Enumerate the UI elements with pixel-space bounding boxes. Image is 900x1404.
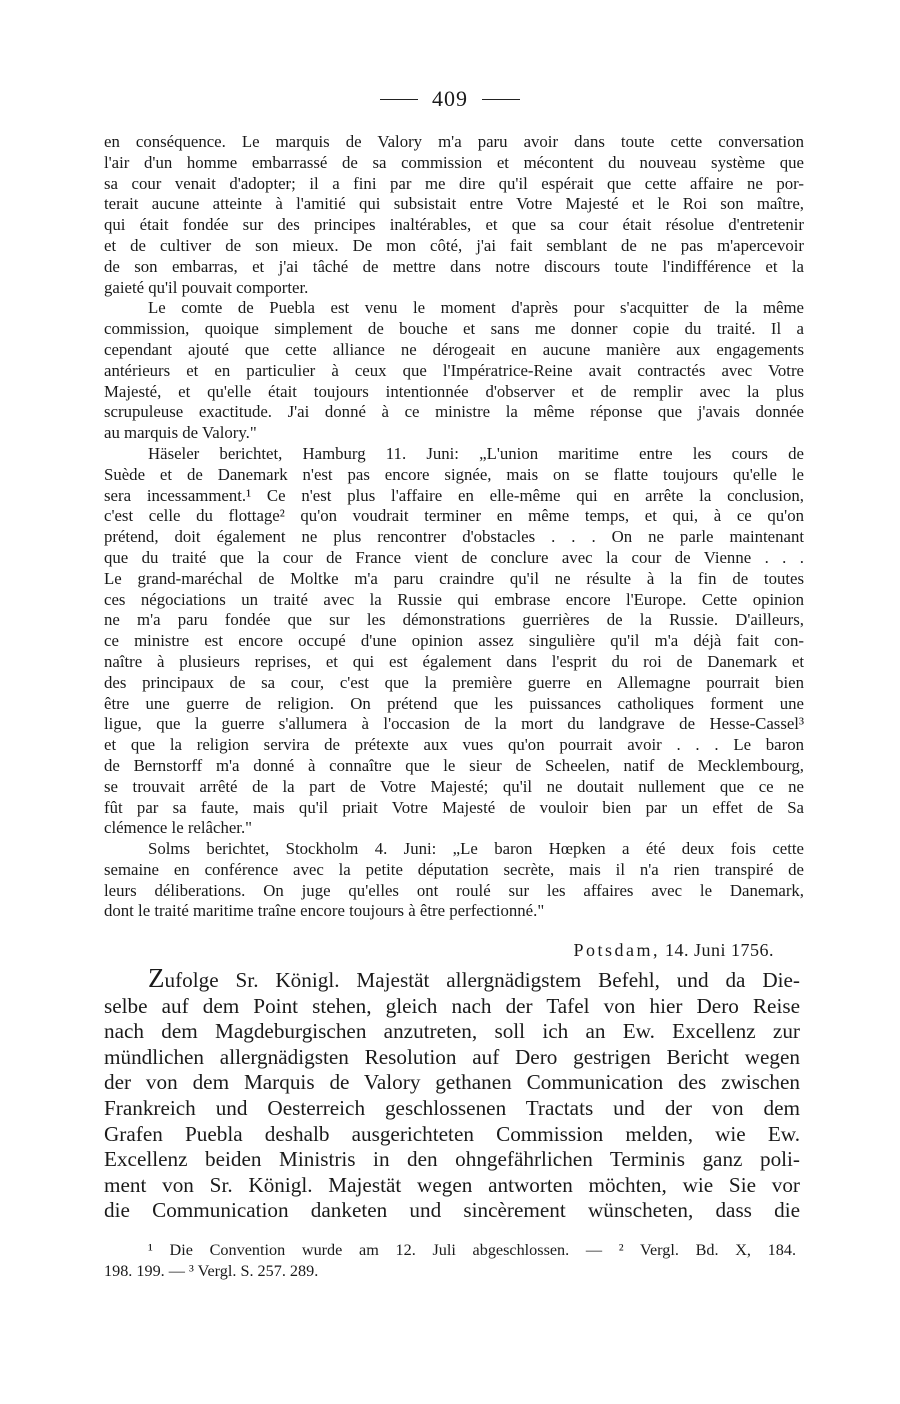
letter-line [104,963,800,994]
excerpt-line: Suède et de Danemark n'est pas encore signée, mais on se flatte toujours qu'elle le [104,464,804,484]
report-excerpts [104,132,804,922]
excerpt-line: c'est celle du flottage² qu'on voudrait terminer en même temps, et qui, à ce qu'on [104,506,804,526]
excerpt-line: prétend, doit également ne plus rencontrer d'obstacles . . . On ne parle maintenant [104,527,804,547]
excerpt-line: semaine en conférence avec la petite députation secrète, mais il n'a rien transpiré de [104,859,804,879]
page-header [0,86,900,112]
excerpt-line: Majesté, et qu'elle était toujours intentionnée d'observer et de remplir avec la plus [104,381,804,401]
excerpt-line: en conséquence. Le marquis de Valory m'a paru avoir dans toute cette conversation [104,132,804,151]
excerpt-line: de Bernstorff m'a donné à connaître que le sieur de Scheelen, natif de Mecklembourg, [104,755,804,775]
footnotes [104,1240,796,1282]
excerpt-line: au marquis de Valory." [104,423,257,443]
excerpt-line: gaieté qu'il pouvait comporter. [104,277,309,297]
letter-line: nach dem Magdeburgischen anzutreten, soll ich an Ew. Excellenz zur [104,1019,800,1044]
letter-first-line-text: ufolge Sr. Königl. Majestät allergnädigstem Befehl, und da Die- [164,968,800,992]
excerpt-line: leurs déliberations. On juge qu'elles ont roulé sur les affaires avec le Danemark, [104,880,804,900]
dateline-place: Potsdam, [573,940,660,960]
excerpt-line: cependant ajouté que cette alliance ne dérogeait en aucune manière aux engagements [104,339,804,359]
letter-line: Excellenz beiden Ministris in den ohngefährlichen Terminis ganz poli- [104,1147,800,1172]
letter-line: Grafen Puebla deshalb ausgerichteten Commission melden, wie Ew. [104,1121,800,1146]
footnote-line: 198. 199. — ³ Vergl. S. 257. 289. [104,1262,319,1280]
page-number: 409 [432,86,468,111]
letter-line: die Communication danketen und sincèrement wünscheten, dass die [104,1198,800,1223]
excerpt-line: terait aucune atteinte à l'amitié qui subsistait entre Votre Majesté et le Roi son maître, [104,194,804,214]
header-rule-right [482,99,520,100]
excerpt-line: antérieurs et en particulier à ceux que l'Impératrice-Reine avait contractés avec Votre [104,360,804,380]
header-rule-left [380,99,418,100]
footnote-line: ¹ Die Convention wurde am 12. Juli abgeschlossen. — ² Vergl. Bd. X, 184. [148,1241,796,1259]
letter-line: ment von Sr. Königl. Majestät wegen antworten möchten, wie Sie vor [104,1172,800,1197]
excerpt-line: être une guerre de religion. On prétend que les puissances catholiques forment une [104,693,804,713]
excerpt-line: commission, quoique simplement de bouche et sans me donner copie du traité. Il a [104,319,804,339]
letter-line: selbe auf dem Point stehen, gleich nach der Tafel von hier Dero Reise [104,993,800,1018]
excerpt-line: scrupuleuse exactitude. J'ai donné à ce ministre la même réponse que j'avais donnée [104,402,804,422]
excerpt-line: l'air d'un homme embarrassé de sa commission et mécontent du nouveau système que [104,152,804,172]
excerpt-line: ne m'a paru fondée que sur les démonstrations guerrières de la Russie. D'ailleurs, [104,610,804,630]
excerpt-line: se trouvait arrêté de la part de Votre Majesté; qu'il ne doutait nullement que ce ne [104,776,804,796]
excerpt-line: ligue, que la guerre s'allumera à l'occasion de la mort du landgrave de Hesse-Cassel³ [104,714,804,734]
letter-line: der von dem Marquis de Valory gethanen Communication des zwischen [104,1070,800,1095]
excerpt-line: Häseler berichtet, Hamburg 11. Juni: „L'union maritime entre les cours de [148,443,804,463]
excerpt-line: sera incessamment.¹ Ce n'est plus l'affaire en elle-même qui en arrête la conclusion, [104,485,804,505]
excerpt-line: et de cultiver de son mieux. De mon côté, j'ai fait semblant de ne pas m'apercevoir [104,235,804,255]
excerpt-line: qui était fondée sur des principes inaltérables, et que sa cour était résolue d'entretenir [104,215,804,235]
excerpt-line: dont le traité maritime traîne encore toujours à être perfectionné." [104,901,545,921]
excerpt-line: Le comte de Puebla est venu le moment d'après pour s'acquitter de la même [148,298,804,318]
dateline [104,940,774,961]
excerpt-line: Solms berichtet, Stockholm 4. Juni: „Le baron Hœpken a été deux fois cette [148,839,804,859]
excerpt-line: Le grand-maréchal de Moltke m'a paru craindre qu'il ne résulte à la fin de toutes [104,568,804,588]
initial-letter: Z [148,963,165,993]
excerpt-line: des principaux de sa cour, c'est que la première guerre en Allemagne pourrait bien [104,672,804,692]
excerpt-line: de son embarras, et j'ai tâché de mettre dans notre discours toute l'indifférence et la [104,256,804,276]
dateline-date: 14. Juni 1756. [664,940,774,960]
excerpt-line: fût par sa faute, mais qu'il priait Votre Majesté de vouloir bien par un effet de Sa [104,797,804,817]
letter-line: Frankreich und Oesterreich geschlossenen Tractats und der von dem [104,1095,800,1120]
excerpt-line: ce ministre est encore occupé d'une opinion assez singulière qu'il m'a déjà fait con- [104,631,804,651]
excerpt-line: sa cour venait d'adopter; il a fini par me dire qu'il espérait que cette affaire ne por- [104,173,804,193]
excerpt-line: ces négociations un traité avec la Russie qui embrase encore l'Europe. Cette opinion [104,589,804,609]
letter-line: mündlichen allergnädigsten Resolution auf Dero gestrigen Bericht wegen [104,1044,800,1069]
excerpt-line: naître à plusieurs reprises, et qui est également dans l'esprit du roi de Danemark et [104,651,804,671]
letter-body [104,963,800,1224]
excerpt-line: que du traité que la cour de France vient de conclure avec la cour de Vienne . . . [104,547,804,567]
excerpt-line: et que la religion servira de prétexte aux vues qu'on pourrait avoir . . . Le baron [104,735,804,755]
excerpt-line: clémence le relâcher." [104,818,252,838]
